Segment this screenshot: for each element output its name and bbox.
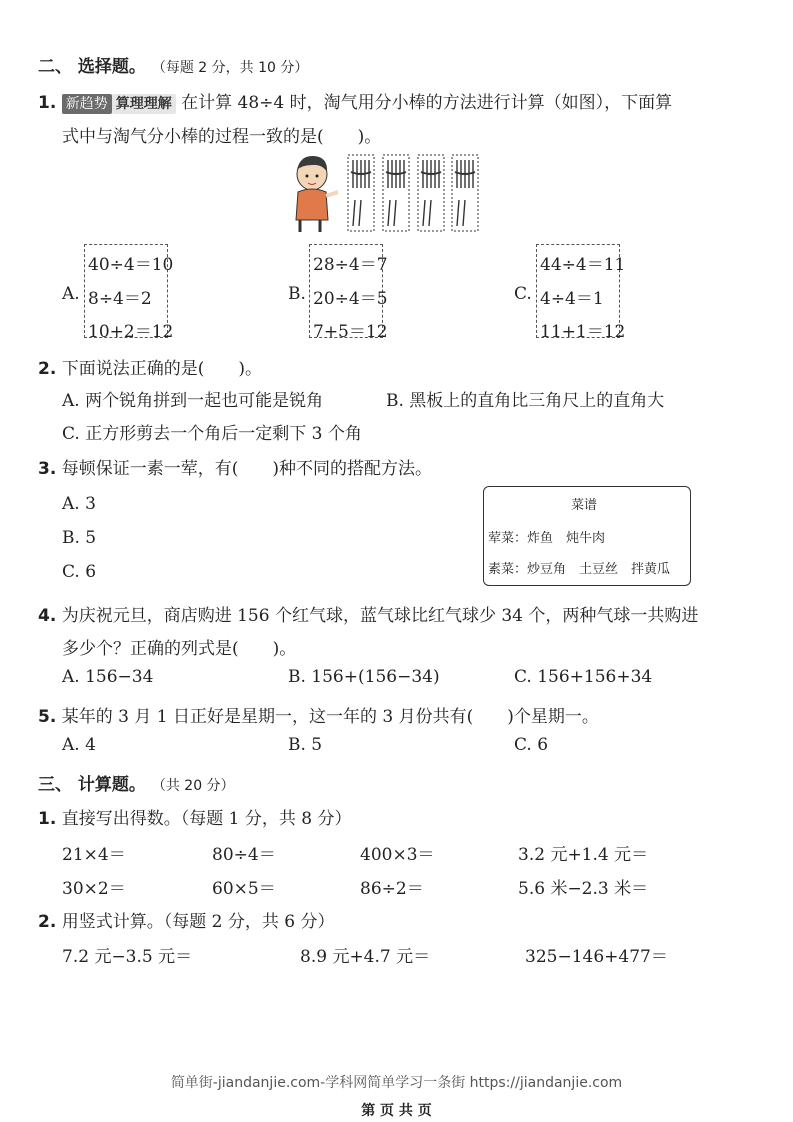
question-text: 直接写出得数。（每题 1 分，共 8 分） <box>61 809 352 829</box>
option-b-label: B. <box>288 284 306 304</box>
option-b-line: 28÷4＝7 <box>313 255 388 275</box>
question-2 <box>38 354 262 379</box>
question-text: 下面说法正确的是( )。 <box>61 359 262 379</box>
q5-option-c: C. 6 <box>514 735 549 755</box>
question-4-line-2: 多少个？正确的列式是( )。 <box>62 639 297 659</box>
question-text: 为庆祝元旦，商店购进 156 个红气球，蓝气球比红气球少 34 个，两种气球一共购进 <box>61 606 699 626</box>
calc-question-2 <box>38 907 334 932</box>
question-text: 用竖式计算。（每题 2 分，共 6 分） <box>61 912 335 932</box>
section-2-heading <box>38 52 308 77</box>
boy-icon <box>296 156 338 232</box>
question-number: 4. <box>38 606 57 626</box>
question-text: 每顿保证一素一荤，有( )种不同的搭配方法。 <box>61 459 432 479</box>
page-number: 第 页 共 页 <box>361 1103 432 1119</box>
q2-option-a: A. 两个锐角拼到一起也可能是锐角 <box>62 391 324 411</box>
option-c-label: C. <box>514 284 532 304</box>
q2-option-b: B. 黑板上的直角比三角尺上的直角大 <box>386 391 665 411</box>
calc-item: 60×5＝ <box>212 879 276 899</box>
new-trend-tag: 新趋势 <box>62 94 112 114</box>
q4-option-b: B. 156+(156−34) <box>288 667 440 687</box>
q4-option-c: C. 156+156+34 <box>514 667 653 687</box>
menu-title: 菜谱 <box>571 498 598 513</box>
option-c-line: 11+1＝12 <box>540 322 626 342</box>
q5-option-b: B. 5 <box>288 735 323 755</box>
question-number: 2. <box>38 359 57 379</box>
calc-question-1 <box>38 804 351 829</box>
section-2-note: （每题 2 分，共 10 分） <box>151 60 309 76</box>
option-a-line: 8÷4＝2 <box>88 289 152 309</box>
menu-vegetable-dishes: 素菜：炒豆角 土豆丝 拌黄瓜 <box>488 562 671 577</box>
boy-dividing-sticks-illustration <box>290 152 490 234</box>
option-b-line: 7+5＝12 <box>313 322 388 342</box>
option-a-line: 10+2＝12 <box>88 322 174 342</box>
menu-meat-dishes: 荤菜：炸鱼 炖牛肉 <box>488 531 606 546</box>
option-c-line: 44÷4＝11 <box>540 255 626 275</box>
question-number: 1. <box>38 93 57 113</box>
option-a-label: A. <box>62 284 80 304</box>
question-1-line-2: 式中与淘气分小棒的过程一致的是( )。 <box>62 127 382 147</box>
question-number: 5. <box>38 707 57 727</box>
question-number: 3. <box>38 459 57 479</box>
question-text: 某年的 3 月 1 日正好是星期一，这一年的 3 月份共有( )个星期一。 <box>61 707 599 727</box>
q3-option-a: A. 3 <box>62 494 96 514</box>
vertical-calc-item: 8.9 元+4.7 元＝ <box>300 947 431 967</box>
footer-source: 简单街-jiandanjie.com-学科网简单学习一条街 https://jiandanjie.com <box>170 1075 623 1091</box>
option-a-line: 40÷4＝10 <box>88 255 174 275</box>
question-number: 2. <box>38 912 57 932</box>
section-3-heading <box>38 770 235 795</box>
reasoning-tag: 算理理解 <box>112 94 176 114</box>
calc-item: 5.6 米−2.3 米＝ <box>518 879 649 899</box>
q3-option-b: B. 5 <box>62 528 97 548</box>
question-5 <box>38 702 599 727</box>
question-3 <box>38 454 432 479</box>
option-c-line: 4÷4＝1 <box>540 289 604 309</box>
question-text: 在计算 48÷4 时，淘气用分小棒的方法进行计算（如图），下面算 <box>181 93 673 113</box>
section-3-note: （共 20 分） <box>151 778 235 794</box>
calc-item: 400×3＝ <box>360 845 435 865</box>
q2-option-c: C. 正方形剪去一个角后一定剩下 3 个角 <box>62 424 362 444</box>
stick-groups <box>348 155 478 231</box>
calc-item: 3.2 元+1.4 元＝ <box>518 845 649 865</box>
calc-item: 80÷4＝ <box>212 845 276 865</box>
question-4-line-1 <box>38 601 698 626</box>
section-2-title: 二、 选择题。 <box>38 57 146 77</box>
q5-option-a: A. 4 <box>62 735 96 755</box>
q3-option-c: C. 6 <box>62 562 97 582</box>
q4-option-a: A. 156−34 <box>62 667 154 687</box>
calc-item: 86÷2＝ <box>360 879 424 899</box>
section-3-title: 三、 计算题。 <box>38 775 146 795</box>
calc-item: 21×4＝ <box>62 845 126 865</box>
vertical-calc-item: 7.2 元−3.5 元＝ <box>62 947 193 967</box>
vertical-calc-item: 325−146+477＝ <box>525 947 668 967</box>
calc-item: 30×2＝ <box>62 879 126 899</box>
question-1-line-1 <box>38 88 672 114</box>
question-number: 1. <box>38 809 57 829</box>
option-b-line: 20÷4＝5 <box>313 289 388 309</box>
